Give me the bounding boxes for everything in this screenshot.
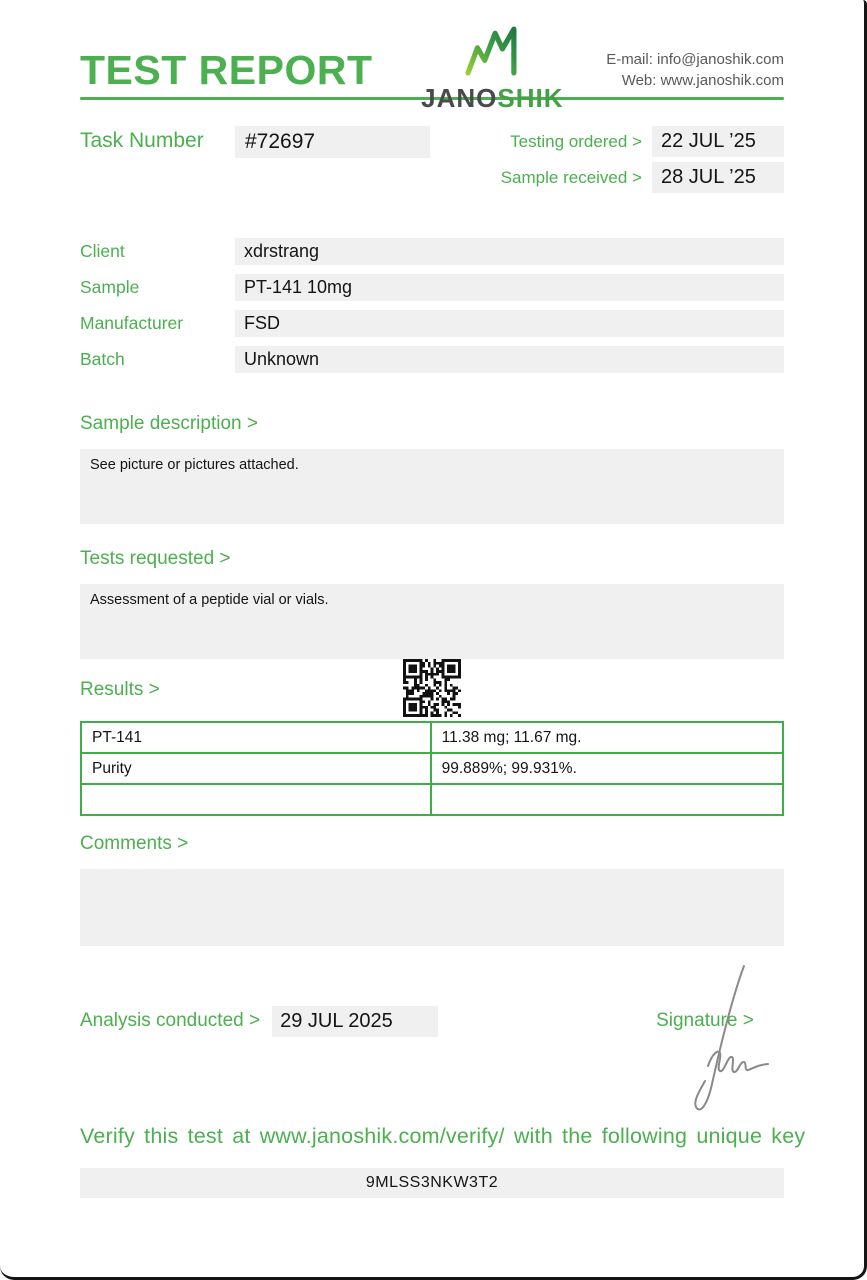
manufacturer-value: FSD <box>235 310 784 337</box>
manufacturer-label: Manufacturer <box>80 313 184 333</box>
testing-ordered-label: Testing ordered > <box>510 131 642 151</box>
task-number-label: Task Number <box>80 129 204 152</box>
batch-value: Unknown <box>235 346 784 373</box>
verify-instruction: Verify this test at www.janoshik.com/verify/ with the following unique key <box>80 1124 806 1148</box>
detail-row-manufacturer <box>80 310 784 337</box>
tests-requested-heading: Tests requested > <box>80 548 231 569</box>
analysis-conducted-label: Analysis conducted > <box>80 1010 261 1031</box>
comments-heading: Comments > <box>80 833 189 854</box>
qr-code <box>403 659 461 717</box>
contact-web: Web: www.janoshik.com <box>621 72 784 89</box>
testing-ordered-row <box>501 126 784 157</box>
growth-chart-icon <box>456 26 528 81</box>
analysis-signature-row <box>80 1004 784 1038</box>
sample-description-box: See picture or pictures attached. <box>80 449 784 524</box>
sample-received-row <box>501 162 784 193</box>
client-label: Client <box>80 241 125 261</box>
dates-block <box>501 126 784 193</box>
unique-key: 9MLSS3NKW3T2 <box>80 1168 784 1198</box>
client-value: xdrstrang <box>235 238 784 265</box>
logo-text-shik: SHIK <box>497 83 564 113</box>
result-name: Purity <box>81 753 431 784</box>
sample-value: PT-141 10mg <box>235 274 784 301</box>
result-name: PT-141 <box>81 722 431 753</box>
task-number-row <box>80 126 430 193</box>
result-value <box>431 784 783 815</box>
sample-label: Sample <box>80 277 140 297</box>
detail-row-client <box>80 238 784 265</box>
report-header <box>80 0 784 113</box>
contact-info <box>606 49 784 91</box>
sample-description-heading: Sample description > <box>80 413 258 434</box>
results-heading: Results > <box>80 679 160 700</box>
sample-received-date: 28 JUL ’25 <box>652 162 784 193</box>
results-header-row <box>80 659 784 721</box>
logo-wordmark <box>421 83 563 114</box>
tests-requested-box: Assessment of a peptide vial or vials. <box>80 584 784 659</box>
table-row <box>81 722 783 753</box>
table-row <box>81 753 783 784</box>
testing-ordered-date: 22 JUL ’25 <box>652 126 784 157</box>
result-value: 11.38 mg; 11.67 mg. <box>431 722 783 753</box>
page-title: TEST REPORT <box>80 46 373 93</box>
result-value: 99.889%; 99.931%. <box>431 753 783 784</box>
batch-label: Batch <box>80 349 125 369</box>
detail-row-sample <box>80 274 784 301</box>
contact-email: E-mail: info@janoshik.com <box>606 51 784 68</box>
results-table <box>80 721 784 816</box>
signature-label: Signature > <box>656 1010 754 1031</box>
analysis-date: 29 JUL 2025 <box>272 1006 438 1037</box>
sample-received-label: Sample received > <box>500 167 642 187</box>
result-name <box>81 784 431 815</box>
task-block <box>80 126 784 193</box>
logo-text-jano: JANO <box>421 83 498 113</box>
detail-row-batch <box>80 346 784 373</box>
comments-box <box>80 869 784 946</box>
sample-details <box>80 238 784 373</box>
janoshik-logo <box>421 26 563 114</box>
table-row <box>81 784 783 815</box>
signature-image <box>676 960 772 1117</box>
task-number-value: #72697 <box>235 126 430 158</box>
